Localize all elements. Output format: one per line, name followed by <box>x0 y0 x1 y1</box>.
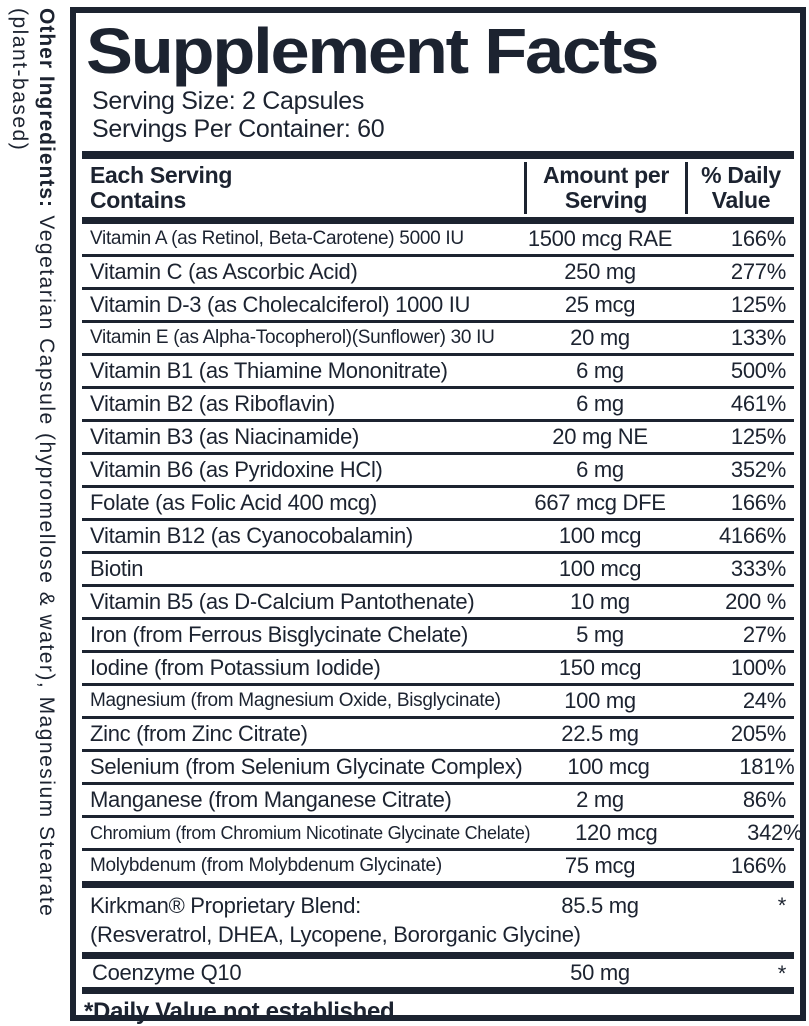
ingredient-name: Magnesium (from Magnesium Oxide, Bisglycinate) <box>90 690 501 711</box>
table-row <box>82 719 794 752</box>
ingredient-name: Manganese (from Manganese Citrate) <box>90 787 452 812</box>
divider-bar <box>82 881 794 888</box>
ingredient-name: Selenium (from Selenium Glycinate Complex) <box>90 754 523 779</box>
daily-value: 4166% <box>718 523 786 548</box>
amount-value: 6 mg <box>576 358 624 383</box>
ingredient-name: Folate (as Folic Acid 400 mcg) <box>90 490 377 515</box>
daily-value: 166% <box>730 490 786 515</box>
amount-value: 100 mg <box>564 688 636 713</box>
amount-value: 85.5 mg <box>561 893 639 918</box>
ingredient-name: Biotin <box>90 556 144 581</box>
divider-bar <box>82 987 794 994</box>
amount-value: 667 mcg DFE <box>534 490 666 515</box>
other-ingredients-plant-based: (plant-based) <box>8 8 31 152</box>
amount-value: 5 mg <box>576 622 624 647</box>
daily-value: 200 % <box>725 589 786 614</box>
blend-components: (Resveratrol, DHEA, Lycopene, Bororganic Glycine) <box>90 922 581 947</box>
serving-size: Serving Size: 2 Capsules <box>92 87 365 115</box>
amount-value: 10 mg <box>570 589 630 614</box>
amount-value: 50 mg <box>570 960 630 985</box>
ingredient-name: Vitamin B2 (as Riboflavin) <box>90 391 335 416</box>
amount-value: 20 mg NE <box>552 424 648 449</box>
amount-value: 22.5 mg <box>561 721 639 746</box>
amount-value: 150 mcg <box>558 655 642 680</box>
ingredient-name: Iron (from Ferrous Bisglycinate Chelate) <box>90 622 469 647</box>
table-row <box>82 455 794 488</box>
table-row <box>82 323 794 356</box>
ingredient-name: Iodine (from Potassium Iodide) <box>90 655 381 680</box>
divider-bar <box>82 952 794 959</box>
supplement-facts-label <box>70 7 806 1025</box>
table-row <box>82 587 794 620</box>
column-header-daily-value: % Daily Value <box>701 162 781 213</box>
ingredient-name: Vitamin B12 (as Cyanocobalamin) <box>90 523 413 548</box>
ingredient-name: Zinc (from Zinc Citrate) <box>90 721 308 746</box>
daily-value: 181% <box>739 754 795 779</box>
amount-value: 6 mg <box>576 457 624 482</box>
daily-value: 125% <box>730 292 786 317</box>
amount-value: 250 mg <box>564 259 636 284</box>
daily-value: * <box>777 961 786 986</box>
table-row <box>82 785 794 818</box>
daily-value: 205% <box>730 721 786 746</box>
ingredient-name: Vitamin B5 (as D-Calcium Pantothenate) <box>90 589 475 614</box>
table-row <box>82 290 794 323</box>
other-ingredients-vertical-text <box>2 8 60 1018</box>
ingredient-name: Vitamin A (as Retinol, Beta-Carotene) 5000 IU <box>90 228 464 249</box>
amount-value: 25 mcg <box>564 292 636 317</box>
amount-value: 20 mg <box>570 325 630 350</box>
daily-value: * <box>777 893 786 918</box>
table-row <box>82 356 794 389</box>
servings-per-container: Servings Per Container: 60 <box>92 115 385 143</box>
daily-value-footnote: *Daily Value not established <box>84 998 395 1025</box>
table-row <box>82 554 794 587</box>
facts-rows <box>82 224 803 881</box>
amount-value: 100 mcg <box>567 754 650 779</box>
daily-value: 166% <box>730 226 786 251</box>
daily-value: 100% <box>730 655 786 680</box>
daily-value: 86% <box>742 787 786 812</box>
divider-bar <box>82 217 794 224</box>
daily-value: 166% <box>730 853 786 878</box>
ingredient-name: Vitamin D-3 (as Cholecalciferol) 1000 IU <box>90 292 471 317</box>
amount-value: 100 mcg <box>558 556 642 581</box>
amount-value: 120 mcg <box>575 820 658 845</box>
table-row <box>82 686 794 719</box>
amount-value: 100 mcg <box>558 523 642 548</box>
table-row <box>82 389 794 422</box>
daily-value: 277% <box>730 259 786 284</box>
ingredient-name: Kirkman® Proprietary Blend: <box>90 893 361 918</box>
table-row <box>82 851 794 881</box>
amount-value: 2 mg <box>576 787 624 812</box>
ingredient-name: Vitamin E (as Alpha-Tocopherol)(Sunflower) 30 IU <box>90 327 495 348</box>
table-row <box>82 653 794 686</box>
table-row <box>82 422 794 455</box>
table-row <box>82 752 794 785</box>
daily-value: 333% <box>730 556 786 581</box>
ingredient-name: Vitamin B1 (as Thiamine Mononitrate) <box>90 358 448 383</box>
coenzyme-q10-row <box>82 959 794 987</box>
other-ingredients-label: Other Ingredients: <box>35 8 58 209</box>
daily-value: 24% <box>742 688 786 713</box>
daily-value: 500% <box>730 358 786 383</box>
daily-value: 125% <box>730 424 786 449</box>
table-row <box>82 257 794 290</box>
ingredient-name: Chromium (from Chromium Nicotinate Glycinate Chelate) <box>90 822 531 843</box>
table-row <box>82 818 803 851</box>
daily-value: 461% <box>730 391 786 416</box>
column-header-amount: Amount per Serving <box>542 162 670 213</box>
label-title: Supplement Facts <box>86 15 658 87</box>
divider-bar <box>82 151 794 159</box>
ingredient-name: Coenzyme Q10 <box>92 960 242 985</box>
amount-value: 1500 mcg RAE <box>527 226 673 251</box>
daily-value: 342% <box>747 820 803 845</box>
amount-value: 6 mg <box>576 391 624 416</box>
ingredient-name: Vitamin C (as Ascorbic Acid) <box>90 259 358 284</box>
table-row <box>82 224 794 257</box>
amount-value: 75 mcg <box>564 853 636 878</box>
daily-value: 352% <box>730 457 786 482</box>
column-header-each-serving: Each Serving Contains <box>90 162 233 213</box>
other-ingredients-value: Vegetarian Capsule (hypromellose & water), Magnesium Stearate <box>35 208 58 918</box>
ingredient-name: Molybdenum (from Molybdenum Glycinate) <box>90 855 442 876</box>
ingredient-name: Vitamin B3 (as Niacinamide) <box>90 424 360 449</box>
table-header <box>82 159 794 217</box>
ingredient-name: Vitamin B6 (as Pyridoxine HCl) <box>90 457 383 482</box>
table-row <box>82 488 794 521</box>
table-row <box>82 521 794 554</box>
table-row <box>82 620 794 653</box>
daily-value: 133% <box>730 325 786 350</box>
daily-value: 27% <box>742 622 786 647</box>
proprietary-blend-row <box>82 888 794 952</box>
